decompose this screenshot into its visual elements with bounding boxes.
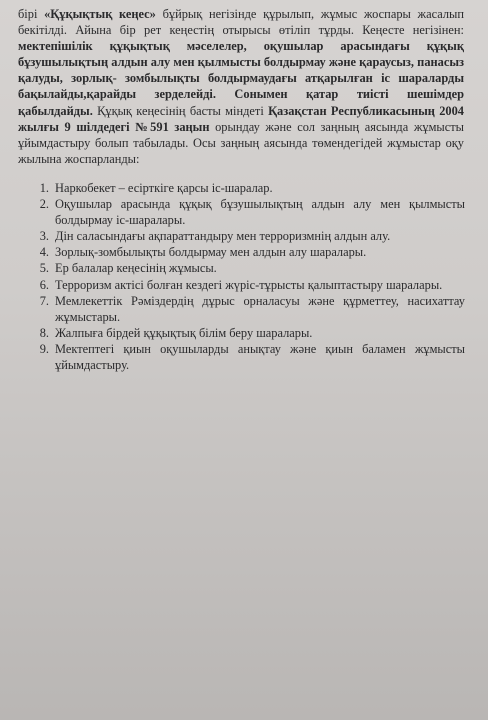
list-item: [25, 196, 465, 228]
intro-paragraph: [18, 6, 464, 167]
paragraph-segment: бірі: [18, 7, 45, 21]
list-item-number: 7.: [39, 293, 49, 308]
list-item-text: Ер балалар кеңесінің жұмысы.: [55, 261, 217, 276]
list-item-number: 5.: [39, 261, 49, 276]
list-item: [25, 293, 465, 325]
list-item-number: 8.: [39, 325, 49, 340]
list-item-text: Оқушылар арасында құқық бұзушылықтың алдын алу мен қылмысты болдырмау іс-шаралары.: [55, 197, 465, 228]
list-item-number: 9.: [39, 341, 49, 356]
paragraph-segment: орындау және сол заңның аясында жұмысты ұйымдастыру болып табылады. Осы заңның аясында төмендегідей жұмыстар оқу жылына жоспарланды:: [18, 119, 464, 166]
list-item-number: 1.: [39, 181, 49, 195]
list-item: [25, 244, 465, 260]
list-item-text: Дін саласындағы ақпараттандыру мен терроризмнің алдын алу.: [55, 229, 391, 244]
list-item-text: Наркобекет – есірткіге қарсы іс-шаралар.: [55, 181, 273, 195]
list-item-number: 4.: [39, 245, 49, 260]
list-item: [25, 228, 465, 244]
list-item-number: 3.: [39, 229, 49, 244]
paragraph-body: [18, 6, 464, 167]
list-item-text: Терроризм актісі болған кездегі жүріс-тұрысты қалыптастыру шаралары.: [55, 277, 443, 292]
list-item-text: Зорлық-зомбылықты болдырмау мен алдын алу шаралары.: [55, 245, 367, 260]
list-item-text: Жалпыға бірдей құқықтық білім беру шаралары.: [55, 325, 313, 340]
list-item: [25, 277, 465, 293]
list-item-number: 2.: [39, 197, 49, 212]
list-item: [25, 325, 465, 341]
law-reference-bold: Қазақстан Республикасының 2004 жылғы 9 шілдедегі №591 заңын: [18, 103, 464, 134]
plan-list: [25, 180, 465, 373]
council-name-bold: «Құқықтық кеңес»: [44, 7, 156, 21]
list-item: [25, 180, 465, 196]
list-item-number: 6.: [39, 277, 49, 292]
list-item-text: Мемлекеттік Рәміздердің дұрыс орналасуы және құрметтеу, насихаттау жұмыстары.: [55, 293, 465, 324]
list-item-text: Мектептегі қиын оқушыларды анықтау және қиын баламен жұмысты ұйымдастыру.: [55, 341, 465, 373]
council-topics-bold: мектепішілік құқықтық мәселелер, оқушылар арасындағы құқық бұзушылықтың алдын алу мен қылмысты болдырмау және қараусыз, панасыз қалуды, зорлық- зомбылықты болдырмаудағы атқарылған іс шараларды бақылайды,қарайды зерделейді. Сонымен қатар тиісті шешімдер қабылдайды.: [18, 39, 464, 118]
list-item: [25, 341, 465, 373]
paragraph-segment: Құқық кеңесінің басты міндеті: [92, 103, 269, 118]
list-item: [25, 260, 465, 276]
paragraph-segment: бұйрық негізінде құрылып, жұмыс жоспары жасалып бекітілді. Айына бір рет кеңестің отырысы өтіліп тұрды. Кеңесте негізінен:: [18, 7, 465, 38]
